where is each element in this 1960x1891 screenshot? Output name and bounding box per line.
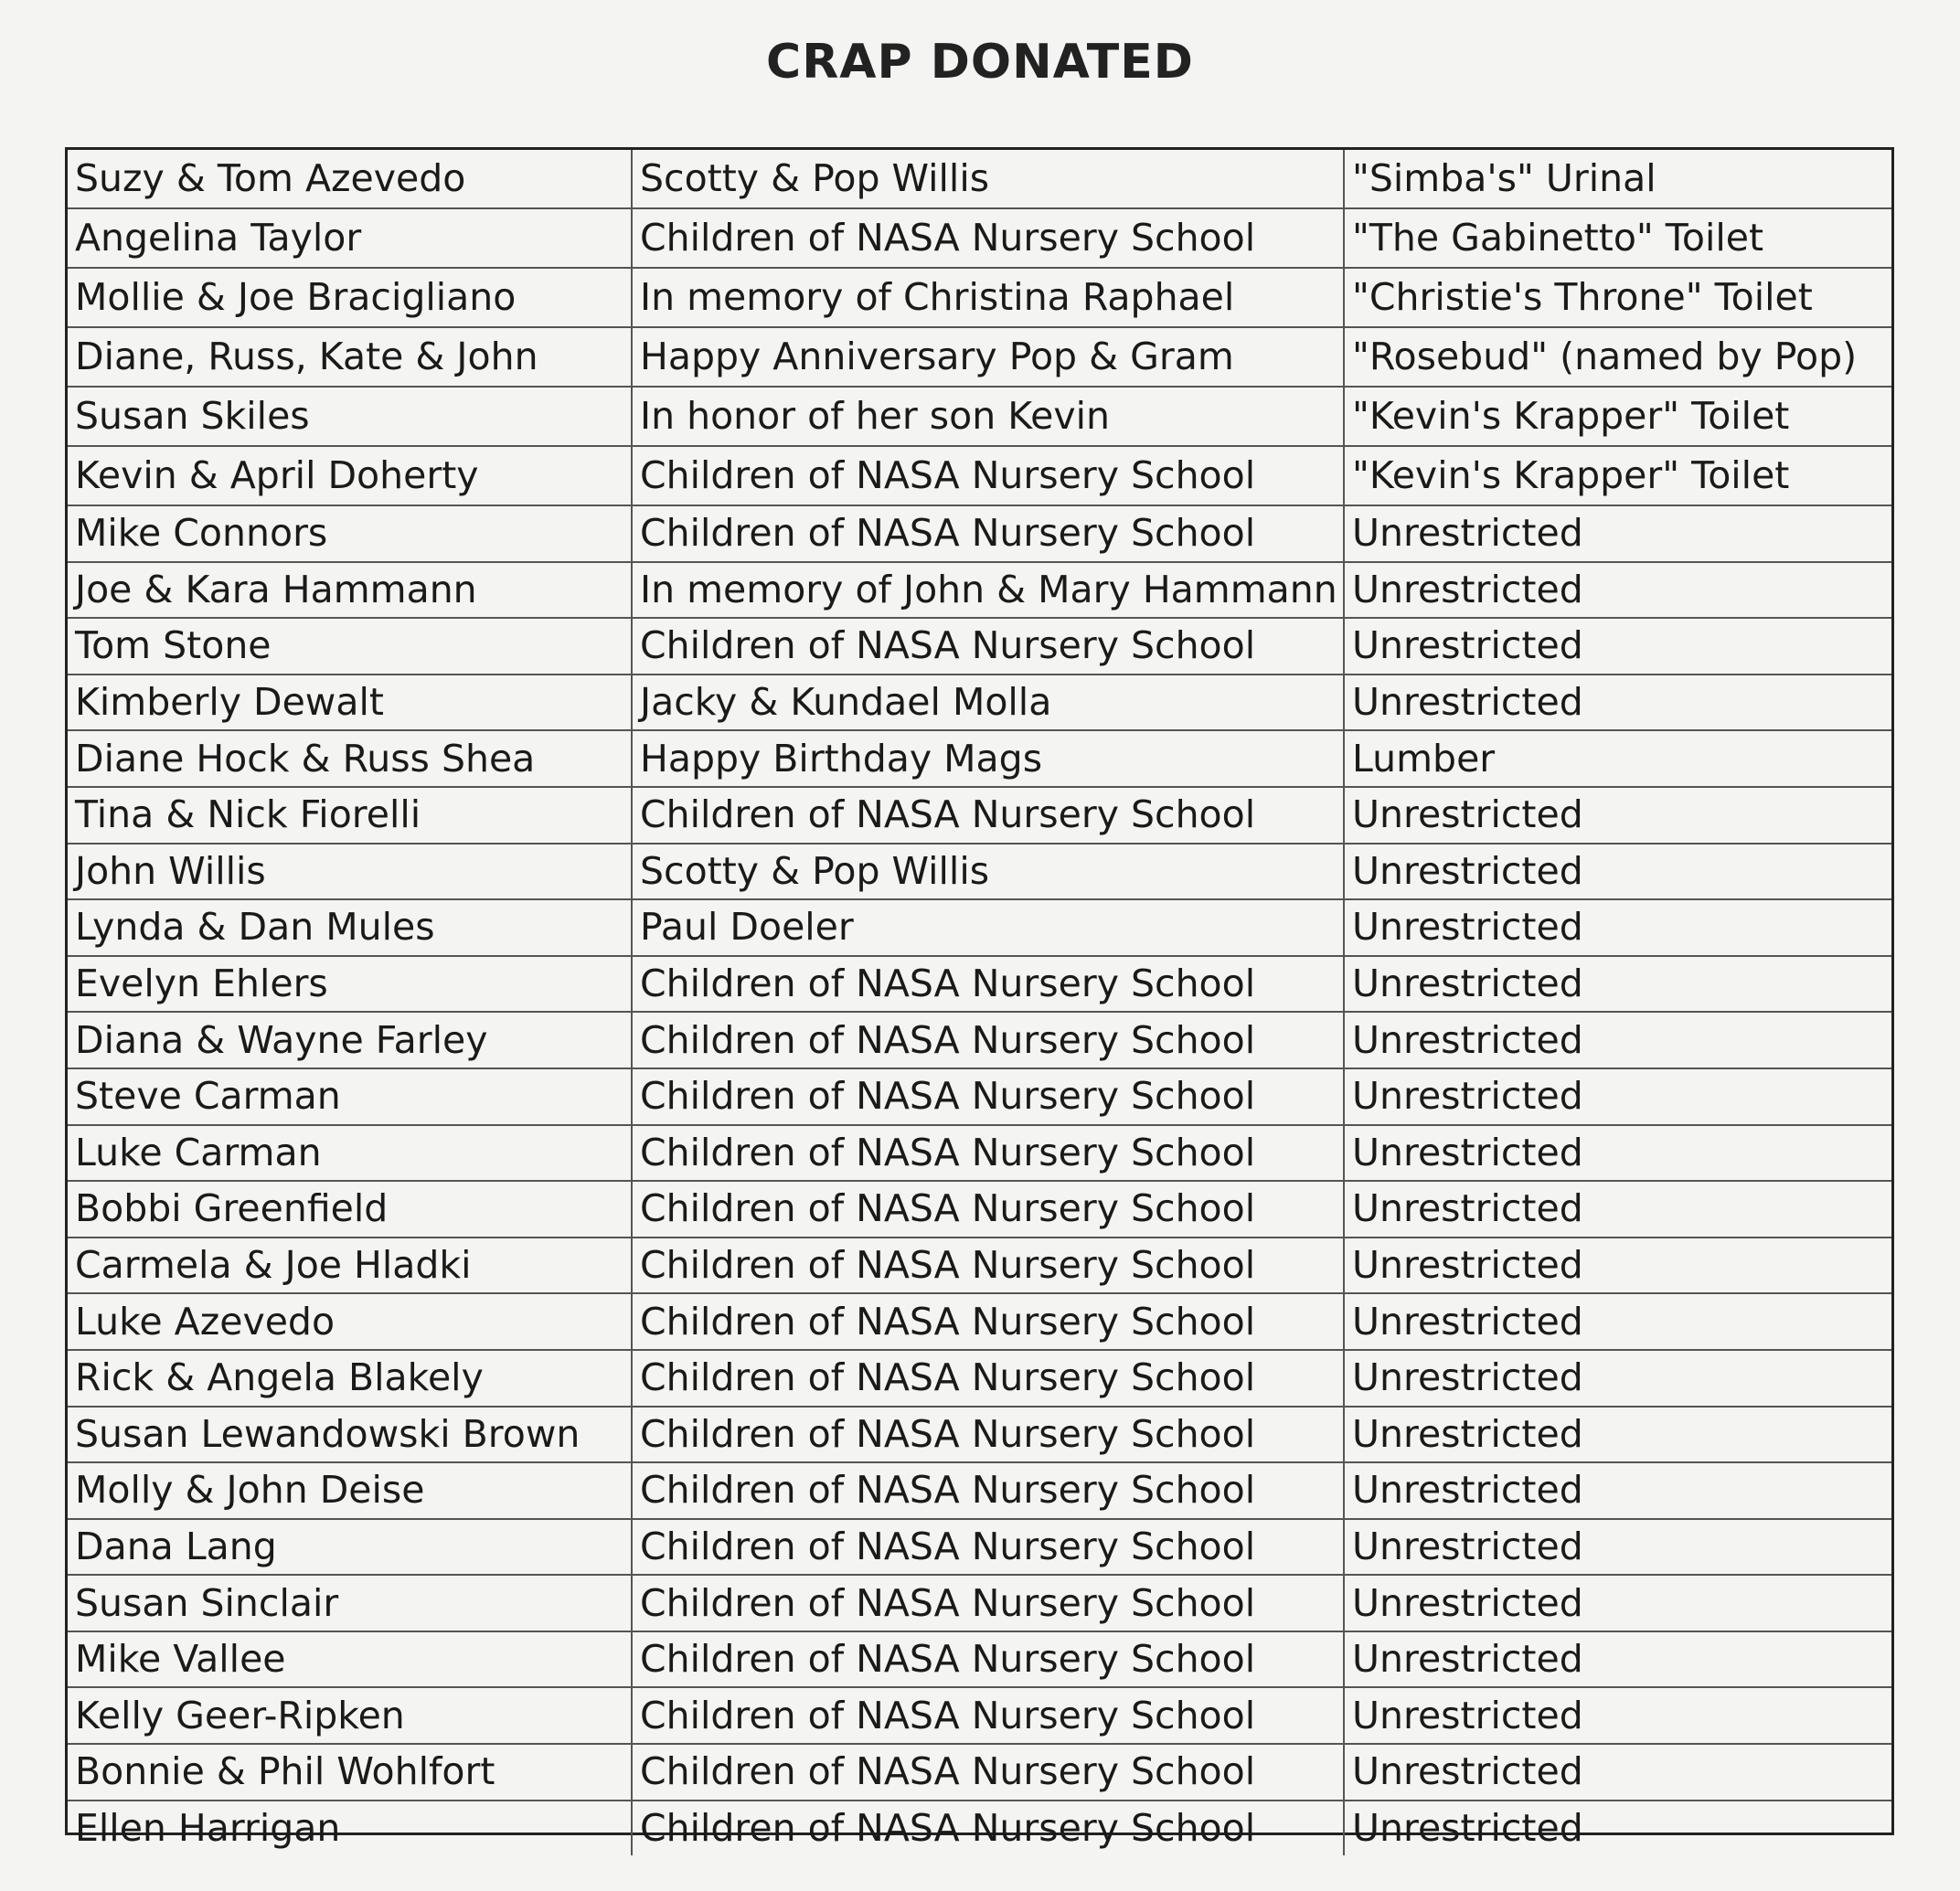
table-row [68, 1350, 1891, 1407]
table-row [68, 675, 1891, 731]
dedication-cell: Children of NASA Nursery School [632, 787, 1344, 844]
designation-cell: Unrestricted [1344, 844, 1891, 900]
donor-cell: Luke Carman [68, 1125, 632, 1182]
dedication-cell: Children of NASA Nursery School [632, 208, 1344, 268]
dedication-cell: Scotty & Pop Willis [632, 150, 1344, 208]
donor-cell: Luke Azevedo [68, 1293, 632, 1350]
dedication-cell: In memory of Christina Raphael [632, 268, 1344, 327]
donation-table [68, 150, 1891, 1855]
dedication-cell: Children of NASA Nursery School [632, 1744, 1344, 1801]
dedication-cell: Children of NASA Nursery School [632, 1407, 1344, 1463]
dedication-cell: Children of NASA Nursery School [632, 1012, 1344, 1068]
designation-cell: Unrestricted [1344, 899, 1891, 956]
donor-cell: Susan Sinclair [68, 1575, 632, 1631]
designation-cell: "Kevin's Krapper" Toilet [1344, 446, 1891, 505]
designation-cell: Unrestricted [1344, 1350, 1891, 1407]
designation-cell: Unrestricted [1344, 1181, 1891, 1238]
donor-cell: Bobbi Greenfield [68, 1181, 632, 1238]
donation-table-body [68, 150, 1891, 1855]
donor-cell: Steve Carman [68, 1068, 632, 1125]
donor-cell: Evelyn Ehlers [68, 956, 632, 1013]
table-row [68, 844, 1891, 900]
table-row [68, 387, 1891, 446]
table-row [68, 150, 1891, 208]
dedication-cell: Paul Doeler [632, 899, 1344, 956]
dedication-cell: Happy Birthday Mags [632, 730, 1344, 787]
table-row [68, 505, 1891, 562]
donor-cell: Rick & Angela Blakely [68, 1350, 632, 1407]
designation-cell: Unrestricted [1344, 1238, 1891, 1294]
donor-cell: Susan Lewandowski Brown [68, 1407, 632, 1463]
table-row [68, 268, 1891, 327]
dedication-cell: Children of NASA Nursery School [632, 1687, 1344, 1744]
donor-cell: Diana & Wayne Farley [68, 1012, 632, 1068]
dedication-cell: Jacky & Kundael Molla [632, 675, 1344, 731]
designation-cell: Unrestricted [1344, 1575, 1891, 1631]
donor-cell: John Willis [68, 844, 632, 900]
table-row [68, 1631, 1891, 1688]
dedication-cell: Children of NASA Nursery School [632, 1575, 1344, 1631]
donor-cell: Bonnie & Phil Wohlfort [68, 1744, 632, 1801]
donor-cell: Suzy & Tom Azevedo [68, 150, 632, 208]
dedication-cell: Children of NASA Nursery School [632, 1801, 1344, 1856]
designation-cell: "Kevin's Krapper" Toilet [1344, 387, 1891, 446]
designation-cell: Unrestricted [1344, 1068, 1891, 1125]
dedication-cell: Happy Anniversary Pop & Gram [632, 327, 1344, 387]
designation-cell: Unrestricted [1344, 1407, 1891, 1463]
designation-cell: Unrestricted [1344, 1744, 1891, 1801]
table-row [68, 730, 1891, 787]
designation-cell: Unrestricted [1344, 1293, 1891, 1350]
designation-cell: Unrestricted [1344, 1631, 1891, 1688]
table-row [68, 1744, 1891, 1801]
donor-cell: Angelina Taylor [68, 208, 632, 268]
designation-cell: Unrestricted [1344, 956, 1891, 1013]
table-row [68, 1068, 1891, 1125]
designation-cell: Unrestricted [1344, 675, 1891, 731]
donor-cell: Mike Vallee [68, 1631, 632, 1688]
donor-cell: Diane, Russ, Kate & John [68, 327, 632, 387]
table-row [68, 1519, 1891, 1576]
designation-cell: "The Gabinetto" Toilet [1344, 208, 1891, 268]
donor-cell: Tina & Nick Fiorelli [68, 787, 632, 844]
dedication-cell: Children of NASA Nursery School [632, 1462, 1344, 1519]
table-row [68, 1801, 1891, 1856]
dedication-cell: Children of NASA Nursery School [632, 505, 1344, 562]
dedication-cell: Children of NASA Nursery School [632, 1238, 1344, 1294]
donor-cell: Dana Lang [68, 1519, 632, 1576]
donor-cell: Ellen Harrigan [68, 1801, 632, 1856]
designation-cell: "Rosebud" (named by Pop) [1344, 327, 1891, 387]
designation-cell: Unrestricted [1344, 1012, 1891, 1068]
table-row [68, 618, 1891, 675]
table-row [68, 1125, 1891, 1182]
designation-cell: Unrestricted [1344, 1125, 1891, 1182]
table-row [68, 327, 1891, 387]
designation-cell: "Simba's" Urinal [1344, 150, 1891, 208]
donor-cell: Carmela & Joe Hladki [68, 1238, 632, 1294]
table-row [68, 1407, 1891, 1463]
donor-cell: Lynda & Dan Mules [68, 899, 632, 956]
table-row [68, 787, 1891, 844]
dedication-cell: Children of NASA Nursery School [632, 1350, 1344, 1407]
table-row [68, 1012, 1891, 1068]
table-row [68, 1238, 1891, 1294]
dedication-cell: Children of NASA Nursery School [632, 956, 1344, 1013]
designation-cell: "Christie's Throne" Toilet [1344, 268, 1891, 327]
table-row [68, 1462, 1891, 1519]
donor-cell: Kimberly Dewalt [68, 675, 632, 731]
donor-cell: Tom Stone [68, 618, 632, 675]
donor-cell: Mollie & Joe Bracigliano [68, 268, 632, 327]
table-row [68, 1181, 1891, 1238]
donor-cell: Kevin & April Doherty [68, 446, 632, 505]
dedication-cell: Children of NASA Nursery School [632, 446, 1344, 505]
donor-cell: Molly & John Deise [68, 1462, 632, 1519]
dedication-cell: Scotty & Pop Willis [632, 844, 1344, 900]
dedication-cell: Children of NASA Nursery School [632, 1293, 1344, 1350]
dedication-cell: In honor of her son Kevin [632, 387, 1344, 446]
page-title: CRAP DONATED [766, 35, 1194, 90]
dedication-cell: Children of NASA Nursery School [632, 1519, 1344, 1576]
dedication-cell: In memory of John & Mary Hammann [632, 562, 1344, 619]
donation-table-container [65, 147, 1894, 1850]
table-row [68, 562, 1891, 619]
donor-cell: Joe & Kara Hammann [68, 562, 632, 619]
table-row [68, 956, 1891, 1013]
dedication-cell: Children of NASA Nursery School [632, 1631, 1344, 1688]
designation-cell: Unrestricted [1344, 505, 1891, 562]
designation-cell: Unrestricted [1344, 1462, 1891, 1519]
designation-cell: Unrestricted [1344, 618, 1891, 675]
designation-cell: Unrestricted [1344, 1687, 1891, 1744]
table-row [68, 899, 1891, 956]
dedication-cell: Children of NASA Nursery School [632, 1181, 1344, 1238]
designation-cell: Unrestricted [1344, 787, 1891, 844]
donor-cell: Diane Hock & Russ Shea [68, 730, 632, 787]
donor-cell: Kelly Geer-Ripken [68, 1687, 632, 1744]
dedication-cell: Children of NASA Nursery School [632, 1068, 1344, 1125]
donor-cell: Susan Skiles [68, 387, 632, 446]
designation-cell: Unrestricted [1344, 1519, 1891, 1576]
table-row [68, 1687, 1891, 1744]
dedication-cell: Children of NASA Nursery School [632, 1125, 1344, 1182]
table-row [68, 208, 1891, 268]
table-row [68, 1575, 1891, 1631]
table-row [68, 446, 1891, 505]
designation-cell: Unrestricted [1344, 562, 1891, 619]
designation-cell: Lumber [1344, 730, 1891, 787]
designation-cell: Unrestricted [1352, 1805, 1583, 1850]
donor-cell: Mike Connors [68, 505, 632, 562]
dedication-cell: Children of NASA Nursery School [632, 618, 1344, 675]
table-row [68, 1293, 1891, 1350]
